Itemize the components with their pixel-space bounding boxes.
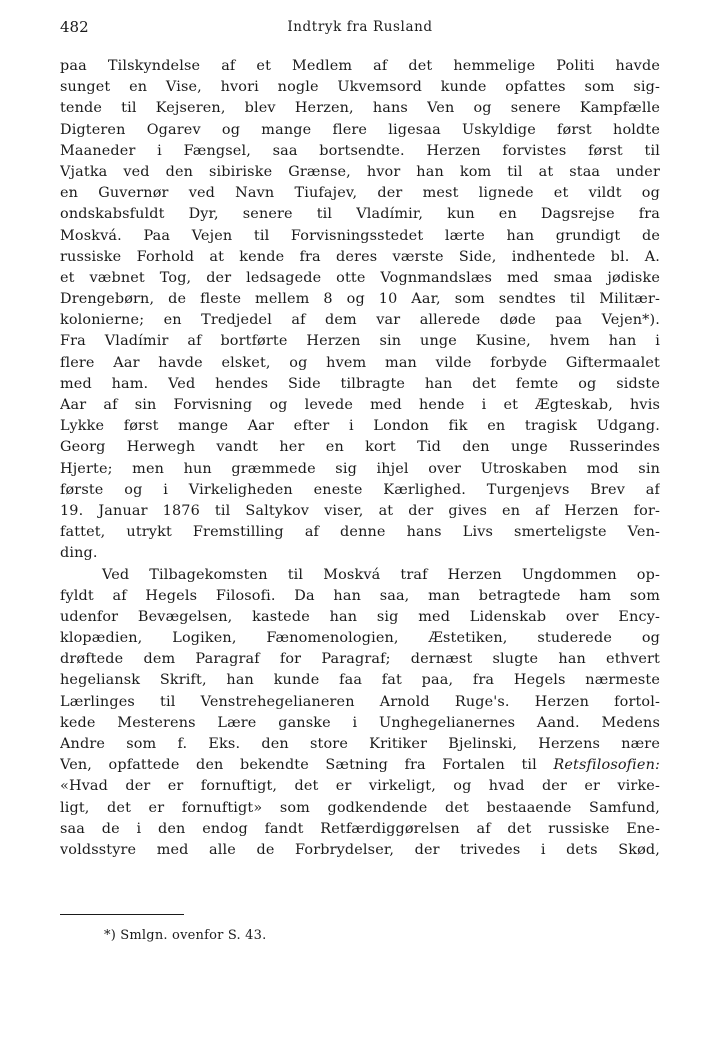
text-line: Hjerte; men hun græmmede sig ihjel over Utroskaben mod sin: [60, 460, 660, 477]
text-line: drøftede dem Paragraf for Paragraf; dernæst slugte han ethvert: [60, 651, 660, 668]
text-line: klopædien, Logiken, Fænomenologien, Æstetiken, studerede og: [60, 630, 660, 647]
text-line: flere Aar havde elsket, og hvem man vilde forbyde Giftermaalet: [60, 354, 660, 371]
text-line: Lykke først mange Aar efter i London fik en tragisk Udgang.: [60, 418, 660, 435]
text-line: Vjatka ved den sibiriske Grænse, hvor han kom til at staa under: [60, 163, 660, 180]
running-title: Indtryk fra Rusland: [287, 19, 433, 35]
text-line: Moskvá. Paa Vejen til Forvisningsstedet lærte han grundigt de: [60, 227, 660, 244]
text-line: udenfor Bevægelsen, kastede han sig med Lidenskab over Ency-: [60, 608, 660, 625]
text-line: Fra Vladímir af bortførte Herzen sin unge Kusine, hvem han i: [60, 333, 660, 350]
text-line: saa de i den endog fandt Retfærdiggørelsen af det russiske Ene-: [60, 820, 660, 837]
text-line: kede Mesterens Lære ganske i Unghegelianernes Aand. Medens: [60, 714, 660, 731]
text-line: sunget en Vise, hvori nogle Ukvemsord kunde opfattes som sig-: [60, 79, 660, 96]
text-line: Lærlinges til Venstrehegelianeren Arnold Ruge's. Herzen fortol-: [60, 693, 660, 710]
text-line-with-title: [60, 755, 660, 776]
text-line: voldsstyre med alle de Forbrydelser, der trivedes i dets Skød,: [60, 841, 660, 858]
text-line: «Hvad der er fornuftigt, det er virkeligt, og hvad der er virke-: [60, 778, 660, 795]
italic-book-title: Retsfilosofien:: [553, 757, 660, 774]
text-line: russiske Forhold at kende fra deres værste Side, indhentede bl. A.: [60, 248, 660, 265]
text-line: ondskabsfuldt Dyr, senere til Vladímir, kun en Dagsrejse fra: [60, 206, 660, 223]
text-line: Andre som f. Eks. den store Kritiker Bjelinski, Herzens nære: [60, 736, 660, 752]
text-line: 19. Januar 1876 til Saltykov viser, at der gives en af Herzen for-: [60, 502, 660, 519]
text-line: paa Tilskyndelse af et Medlem af det hemmelige Politi havde: [60, 58, 660, 74]
footnote-divider: [60, 914, 184, 915]
text-line: ding.: [60, 545, 98, 562]
text-line: fattet, utrykt Fremstilling af denne hans Livs smerteligste Ven-: [60, 524, 660, 541]
text-line: med ham. Ved hendes Side tilbragte han det femte og sidste: [60, 375, 660, 392]
text-line: Drengebørn, de fleste mellem 8 og 10 Aar, som sendtes til Militær-: [60, 291, 660, 308]
text-line: Maaneder i Fængsel, saa bortsendte. Herzen forvistes først til: [60, 142, 660, 159]
text-line: kolonierne; en Tredjedel af dem var allerede døde paa Vejen*).: [60, 312, 660, 329]
text-line: hegeliansk Skrift, han kunde faa fat paa, fra Hegels nærmeste: [60, 672, 660, 689]
text-line: Georg Herwegh vandt her en kort Tid den unge Russerindes: [60, 439, 660, 456]
paragraph-1: [60, 56, 660, 565]
text-line: første og i Virkeligheden eneste Kærlighed. Turgenjevs Brev af: [60, 481, 660, 498]
text-line: en Guvernør ved Navn Tiufajev, der mest lignede et vildt og: [60, 185, 660, 202]
text-line: tende til Kejseren, blev Herzen, hans Ven og senere Kampfælle: [60, 100, 660, 117]
body-text: [60, 56, 660, 861]
text-line: Ved Tilbagekomsten til Moskvá traf Herzen Ungdommen op-: [102, 566, 660, 583]
page-number: 482: [60, 18, 89, 36]
text-line-start: Ven, opfattede den bekendte Sætning fra Fortalen til: [60, 757, 537, 774]
text-line: Digteren Ogarev og mange flere ligesaa Uskyldige først holdte: [60, 121, 660, 138]
paragraph-2: [60, 565, 660, 862]
footnote: *) Smlgn. ovenfor S. 43.: [104, 928, 267, 943]
text-line: Aar af sin Forvisning og levede med hende i et Ægteskab, hvis: [60, 397, 660, 413]
text-line: fyldt af Hegels Filosofi. Da han saa, man betragtede ham som: [60, 587, 660, 604]
page-header: [60, 18, 660, 40]
text-line: ligt, det er fornuftigt» som godkendende det bestaaende Samfund,: [60, 799, 660, 816]
text-line: et væbnet Tog, der ledsagede otte Vognmandslæs med smaa jødiske: [60, 269, 660, 286]
